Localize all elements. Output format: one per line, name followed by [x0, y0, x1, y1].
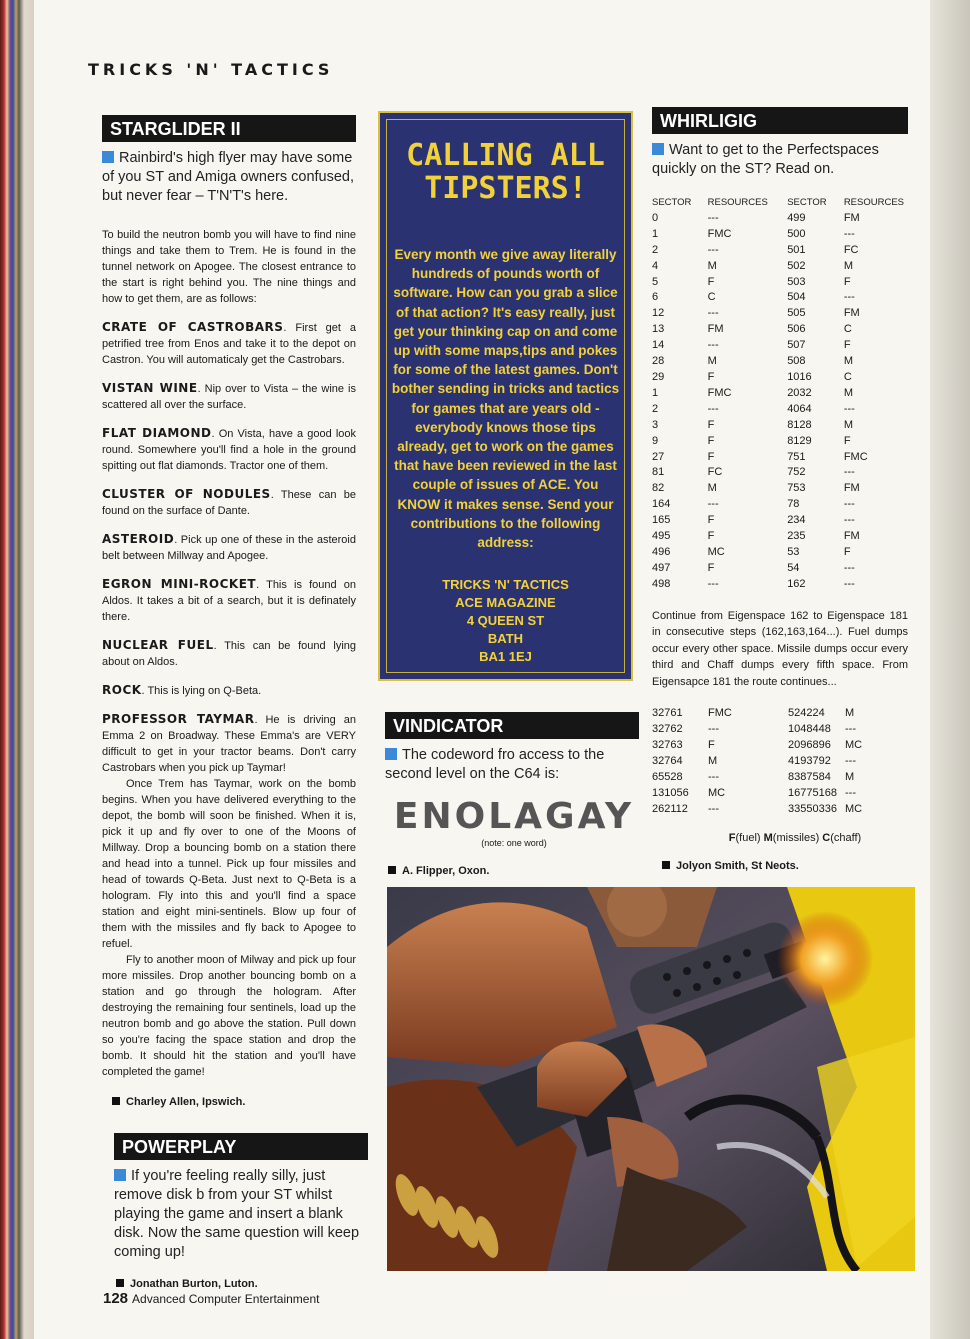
table-cell: --- — [843, 291, 855, 304]
table-row — [652, 306, 904, 322]
tipsters-poster — [378, 111, 633, 681]
table-cell: 28 — [652, 355, 665, 368]
table-row — [652, 465, 904, 481]
table-cell: FM — [843, 307, 860, 320]
table-cell: 164 — [652, 498, 671, 511]
table-row — [652, 577, 904, 593]
table-cell: 502 — [787, 259, 806, 272]
table-cell: F — [707, 275, 715, 288]
table-cell: F — [707, 530, 715, 543]
table-cell: FC — [707, 466, 723, 479]
table-cell: 506 — [787, 323, 806, 336]
table-row — [652, 738, 872, 754]
starglider-intro: Rainbird's high flyer may have some of you ST and Amiga owners confused, but never fear – T'N'T's here. — [102, 150, 355, 204]
table-cell: C — [843, 370, 852, 383]
table-cell: 5 — [652, 275, 659, 288]
table-cell: 3 — [652, 418, 659, 431]
item-text: . These can be found on the surface of Dante. — [102, 489, 356, 517]
table-cell: 53 — [787, 545, 800, 558]
table-cell: 235 — [787, 530, 806, 543]
poster-address: TRICKS 'N' TACTICS ACE MAGAZINE 4 QUEEN ST BATH BA1 1EJ — [442, 577, 569, 665]
whirligig-intro: Want to get to the Perfectspaces quickly on the ST? Read on. — [652, 142, 879, 177]
item-name: NUCLEAR FUEL — [102, 638, 214, 652]
table-cell: 65528 — [652, 770, 683, 783]
whirligig-credit: Jolyon Smith, St Neots. — [662, 860, 908, 872]
table-cell: 16775168 — [788, 786, 837, 799]
table-cell: --- — [845, 723, 856, 736]
table-row — [652, 243, 904, 259]
table-row — [652, 402, 904, 418]
table-cell: 32762 — [652, 723, 683, 736]
whirligig-header: WHIRLIGIG — [652, 107, 908, 134]
table-cell: --- — [843, 466, 855, 479]
table-cell: FM — [843, 211, 860, 224]
table-cell: 1 — [652, 386, 659, 399]
table-cell: FMC — [708, 707, 732, 720]
table-cell: FM — [843, 530, 860, 543]
table-row — [652, 322, 904, 338]
table-cell: 498 — [652, 577, 671, 590]
starglider-item — [102, 577, 356, 625]
black-square-icon — [112, 1097, 120, 1105]
item-text: . Pick up one of these in the asteroid belt between Millway and Apogee. — [102, 534, 356, 562]
table-cell: F — [707, 370, 715, 383]
vindicator-column — [385, 712, 639, 784]
table-row — [652, 545, 904, 561]
black-square-icon — [662, 861, 670, 869]
legend-key: M — [763, 831, 773, 844]
table-row — [652, 386, 904, 402]
table-cell: C — [707, 291, 716, 304]
powerplay-intro: If you're feeling really silly, just remove disk b from your ST whilst playing the game and insert a blank disk. Now the same question will keep coming up! — [114, 1168, 360, 1260]
table-cell: FMC — [707, 386, 732, 399]
table-cell: --- — [843, 402, 855, 415]
table-cell: 1 — [652, 227, 659, 240]
page-number: 128 — [103, 1290, 129, 1307]
blue-square-icon — [114, 1169, 126, 1181]
starglider-para-2: Fly to another moon of Milway and pick up four more missiles. Drop another bouncing bomb on a station and go through the hologram. After destroying the remaining four sentinels, load up the neutron bomb and go above the station. Pull down so you're facing the space station and drop the bomb. It should hit the station and you'll have completed the game! — [102, 954, 356, 1078]
table-cell: 496 — [652, 545, 671, 558]
table-cell: --- — [845, 786, 856, 799]
item-text: . Nip over to Vista – the wine is scattered all over the surface. — [102, 383, 356, 411]
powerplay-column — [114, 1133, 368, 1290]
table-row — [652, 227, 904, 243]
table-row — [652, 370, 904, 386]
table-cell: --- — [707, 402, 719, 415]
table-cell: --- — [843, 227, 855, 240]
sector-table-header: SECTOR RESOURCES SECTOR RESOURCES — [652, 197, 904, 208]
table-cell: F — [707, 561, 715, 574]
sector-table-2 — [652, 706, 872, 817]
blue-square-icon — [102, 151, 114, 163]
table-row — [652, 418, 904, 434]
table-cell: 4 — [652, 259, 659, 272]
starglider-para-1: Once Trem has Taymar, work on the bomb begins. When you have delivered everything to the depot, the bomb will soon be finished. When it is, pick it up and fly over to one of the Moons of Millway. Drop a bouncing bomb on a station there and head into a tunnel. Pick up four missiles and head of towards Q-Beta. Just next to Q-Beta is a hologram. Fly into this and you'll find a space station and eight mini-sentinels. Blow up four of them with the missiles and fly back to Apogee to refuel. — [102, 778, 356, 950]
table-cell: --- — [843, 577, 855, 590]
whirligig-column — [652, 107, 908, 872]
starglider-header: STARGLIDER II — [102, 115, 356, 142]
table-cell: 507 — [787, 339, 806, 352]
table-cell: M — [843, 386, 853, 399]
item-text: . This is found on Aldos. It takes a bit of a search, but it is definately there. — [102, 579, 356, 623]
table-row — [652, 259, 904, 275]
table-row — [652, 481, 904, 497]
whirligig-middle-text: Continue from Eigenspace 162 to Eigenspace 181 in consecutive steps (162,163,164...). Fuel dumps occur every other space. Missile dumps occur every third and Chaff dumps every fifth space. From Eigensapce 181 the route continues... — [652, 609, 908, 688]
table-cell: 81 — [652, 466, 665, 479]
table-cell: 32761 — [652, 707, 683, 720]
starglider-item — [102, 320, 356, 368]
table-row — [652, 786, 872, 802]
item-text: . First get a petrified tree from Enos and take it to the depot on Castron. You will automaticaly get the Castrobars. — [102, 322, 356, 366]
starglider-lead: To build the neutron bomb you will have to find nine things and take them to Trem. He is found in the tunnel network on Apogee. The closest entrance to the start is right behind you. The nine things and how to get them, are as follows: — [102, 229, 356, 305]
legend-label: (fuel) — [735, 831, 764, 844]
legend-label: (missiles) — [772, 831, 823, 844]
table-row — [652, 450, 904, 466]
item-text: . He is driving an Emma 2 on Broadway. These Emma's are VERY difficult to get in your tractor beams. Don't carry Castrobars when you pick up Taymar! — [102, 714, 356, 774]
table-cell: 32764 — [652, 754, 683, 767]
magazine-spine — [0, 0, 34, 1339]
table-cell: MC — [845, 802, 863, 815]
table-row — [652, 529, 904, 545]
table-row — [652, 802, 872, 818]
table-cell: F — [707, 418, 715, 431]
table-cell: --- — [843, 561, 855, 574]
table-row — [652, 770, 872, 786]
table-cell: FMC — [707, 227, 732, 240]
table-cell: 503 — [787, 275, 806, 288]
resource-legend — [652, 832, 908, 844]
table-cell: 753 — [787, 482, 806, 495]
table-cell: M — [707, 259, 717, 272]
table-cell: 2096896 — [788, 738, 831, 751]
table-cell: 78 — [787, 498, 800, 511]
table-cell: 32763 — [652, 738, 683, 751]
table-row — [652, 706, 872, 722]
powerplay-header: POWERPLAY — [114, 1133, 368, 1160]
starglider-item — [102, 712, 356, 776]
table-cell: F — [843, 339, 851, 352]
black-square-icon — [116, 1279, 124, 1287]
item-name: EGRON MINI-ROCKET — [102, 577, 257, 591]
item-name: CLUSTER OF NODULES — [102, 487, 271, 501]
table-cell: FM — [843, 482, 860, 495]
running-head: TRICKS 'N' TACTICS — [88, 60, 334, 79]
item-name: PROFESSOR TAYMAR — [102, 712, 255, 726]
table-cell: --- — [843, 498, 855, 511]
publication-name: Advanced Computer Entertainment — [132, 1292, 320, 1306]
item-name: ASTEROID — [102, 532, 175, 546]
table-cell: F — [843, 545, 851, 558]
table-cell: --- — [708, 770, 719, 783]
table-row — [652, 211, 904, 227]
table-cell: 501 — [787, 243, 806, 256]
table-cell: 2032 — [787, 386, 812, 399]
table-cell: 8387584 — [788, 770, 831, 783]
table-row — [652, 722, 872, 738]
table-cell: --- — [845, 754, 856, 767]
table-cell: M — [843, 259, 853, 272]
table-cell: 262112 — [652, 802, 688, 815]
blue-square-icon — [652, 143, 664, 155]
table-cell: 13 — [652, 323, 665, 336]
table-cell: F — [843, 434, 851, 447]
legend-key: F — [728, 831, 736, 844]
table-cell: M — [845, 707, 855, 720]
black-square-icon — [388, 866, 396, 874]
starglider-credit: Charley Allen, Ipswich. — [112, 1096, 356, 1108]
table-cell: 162 — [787, 577, 806, 590]
table-cell: --- — [707, 307, 719, 320]
table-cell: 508 — [787, 355, 806, 368]
table-cell: 27 — [652, 450, 665, 463]
sector-table — [652, 195, 904, 593]
table-cell: MC — [707, 545, 725, 558]
table-cell: 234 — [787, 514, 806, 527]
table-cell: 4193792 — [788, 754, 831, 767]
table-row — [652, 290, 904, 306]
table-cell: --- — [708, 723, 719, 736]
table-cell: 504 — [787, 291, 806, 304]
table-row — [652, 754, 872, 770]
table-cell: M — [707, 482, 717, 495]
item-text: . On Vista, have a good look round. Somewhere you'll find a hole in the ground spitting out flat diamonds. Tractor one of them. — [102, 428, 357, 472]
poster-frame — [386, 119, 625, 673]
table-cell: 500 — [787, 227, 806, 240]
table-cell: --- — [707, 211, 719, 224]
table-cell: 29 — [652, 370, 665, 383]
table-cell: 2 — [652, 243, 659, 256]
table-cell: 499 — [787, 211, 806, 224]
table-cell: M — [843, 418, 853, 431]
vindicator-credit: A. Flipper, Oxon. — [388, 865, 489, 877]
table-cell: 33550336 — [788, 802, 837, 815]
vindicator-codeword: ENOLAGAY — [393, 796, 635, 837]
table-cell: 1016 — [787, 370, 812, 383]
table-cell: 751 — [787, 450, 806, 463]
starglider-item — [102, 487, 356, 519]
table-cell: M — [707, 355, 717, 368]
item-name: VISTAN WINE — [102, 381, 198, 395]
table-cell: F — [843, 275, 851, 288]
vindicator-intro: The codeword fro access to the second level on the C64 is: — [385, 747, 605, 782]
table-cell: --- — [708, 802, 719, 815]
table-row — [652, 561, 904, 577]
soldier-with-gun-illustration — [387, 887, 915, 1271]
blue-square-icon — [385, 748, 397, 760]
table-cell: FMC — [843, 450, 868, 463]
item-name: ROCK — [102, 683, 142, 697]
table-cell: 6 — [652, 291, 659, 304]
item-text: . This is lying on Q-Beta. — [141, 685, 262, 697]
table-cell: 8128 — [787, 418, 812, 431]
table-row — [652, 275, 904, 291]
table-cell: F — [708, 738, 715, 751]
starglider-item — [102, 638, 356, 670]
starglider-item — [102, 381, 356, 413]
page-folio — [103, 1290, 319, 1307]
table-cell: M — [708, 754, 718, 767]
table-row — [652, 513, 904, 529]
table-cell: 752 — [787, 466, 806, 479]
table-cell: 54 — [787, 561, 800, 574]
table-cell: 4064 — [787, 402, 812, 415]
facing-page-edge — [930, 0, 970, 1339]
table-cell: 8129 — [787, 434, 812, 447]
table-row — [652, 338, 904, 354]
poster-body: Every month we give away literally hundreds of pounds worth of software. How can you grab a slice of that action? It's easy really, just get your thinking cap on and come up with some maps,tips and pokes for some of the latest games. Don't bother sending in tricks and tactics for games that are years old - everybody knows those tips already, get to work on the games that have been reviewed in the last couple of issues of ACE. You KNOW it makes sense. Send your contributions to the following address: — [391, 247, 620, 551]
table-cell: 131056 — [652, 786, 689, 799]
table-row — [652, 497, 904, 513]
table-cell: M — [845, 770, 855, 783]
table-cell: 1048448 — [788, 723, 831, 736]
table-cell: --- — [707, 243, 719, 256]
item-text: . This can be found lying about on Aldos. — [102, 640, 356, 668]
table-cell: F — [707, 514, 715, 527]
table-cell: --- — [707, 498, 719, 511]
table-cell: 524224 — [788, 707, 825, 720]
table-row — [652, 434, 904, 450]
table-cell: F — [707, 434, 715, 447]
table-cell: 2 — [652, 402, 659, 415]
poster-title: CALLING ALL TIPSTERS! — [406, 138, 605, 206]
starglider-items — [102, 320, 356, 776]
table-cell: 12 — [652, 307, 665, 320]
table-cell: 505 — [787, 307, 806, 320]
table-cell: MC — [845, 738, 863, 751]
table-cell: --- — [707, 577, 719, 590]
table-cell: MC — [708, 786, 726, 799]
legend-key: C — [822, 831, 831, 844]
table-cell: 0 — [652, 211, 659, 224]
table-cell: F — [707, 450, 715, 463]
table-row — [652, 354, 904, 370]
starglider-item — [102, 683, 356, 699]
table-cell: 165 — [652, 514, 671, 527]
legend-label: (chaff) — [830, 831, 862, 844]
table-cell: --- — [707, 339, 719, 352]
table-cell: --- — [843, 514, 855, 527]
table-cell: C — [843, 323, 852, 336]
starglider-item — [102, 426, 356, 474]
table-cell: 9 — [652, 434, 659, 447]
illustration-svg — [387, 887, 915, 1271]
powerplay-credit: Jonathan Burton, Luton. — [116, 1278, 368, 1290]
starglider-column — [102, 115, 356, 1108]
table-cell: 14 — [652, 339, 665, 352]
table-cell: 82 — [652, 482, 665, 495]
table-cell: FC — [843, 243, 859, 256]
item-name: FLAT DIAMOND — [102, 426, 212, 440]
vindicator-header: VINDICATOR — [385, 712, 639, 739]
table-cell: 495 — [652, 530, 671, 543]
item-name: CRATE OF CASTROBARS — [102, 320, 284, 334]
table-cell: FM — [707, 323, 724, 336]
starglider-item — [102, 532, 356, 564]
vindicator-note: (note: one word) — [481, 838, 547, 848]
table-cell: 497 — [652, 561, 671, 574]
table-cell: M — [843, 355, 853, 368]
